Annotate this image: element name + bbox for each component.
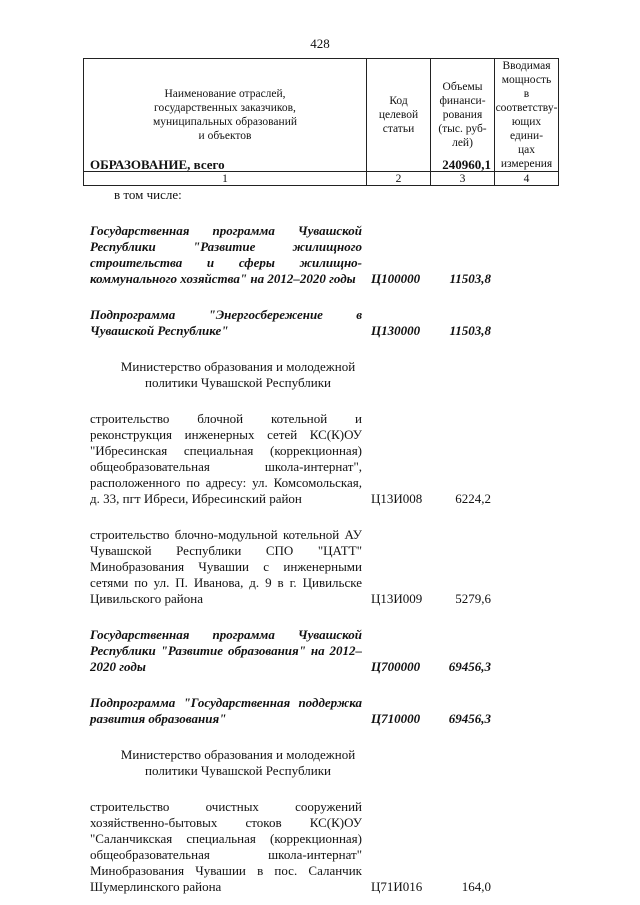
table-row — [90, 359, 500, 391]
header-col-code-line: целевой — [378, 109, 419, 121]
header-col-capacity-line: мощность — [501, 74, 552, 86]
row-amount: 11503,8 — [449, 271, 491, 286]
table-row — [90, 187, 500, 203]
row-name: Государственная программа Чувашской Республики "Развитие жилищного строительства и сферы жилищно-коммунального хозяйства" на 2012–2020 годы — [90, 223, 362, 286]
header-num-4: 4 — [495, 172, 559, 186]
row-code: Ц100000 — [371, 271, 421, 286]
row-code: Ц13И008 — [371, 491, 423, 506]
header-col-amount-line: финанси- — [439, 95, 486, 107]
table-row — [90, 157, 500, 173]
table-row — [90, 307, 500, 339]
table-row — [90, 695, 500, 727]
row-amount: 6224,2 — [455, 491, 491, 506]
header-col-capacity-line: цах измерения — [500, 144, 553, 170]
header-col-code-line: статьи — [382, 123, 415, 135]
header-num-3: 3 — [431, 172, 495, 186]
header-col-amount — [431, 59, 495, 172]
row-name: Министерство образования и молодежной политики Чувашской Республики — [120, 359, 356, 390]
row-amount: 240960,1 — [442, 157, 491, 172]
table-row — [90, 223, 500, 287]
header-col-amount-line: (тыс. руб- — [438, 123, 487, 135]
row-code: Ц710000 — [371, 711, 421, 726]
row-name: строительство блочно-модульной котельной АУ Чувашской Республики СПО "ЦАТТ" Минобразования Чувашии с инженерными сетями по ул. П. Иванова, д. 9 в г. Цивильске Цивильского района — [90, 527, 362, 606]
row-name: ОБРАЗОВАНИЕ, всего — [90, 157, 225, 172]
row-name: Подпрограмма "Государственная поддержка развития образования" — [90, 695, 362, 726]
table-body — [90, 157, 500, 895]
row-code: Ц13И009 — [371, 591, 423, 606]
table-row — [90, 747, 500, 779]
header-col-name-line: Наименование отраслей, — [164, 88, 286, 100]
header-col-capacity — [495, 59, 559, 172]
header-col-amount-line: лей) — [452, 137, 473, 149]
header-col-capacity-line: Вводимая — [502, 60, 551, 72]
row-code: Ц130000 — [371, 323, 421, 338]
row-code: Ц700000 — [371, 659, 421, 674]
table-row — [90, 627, 500, 675]
header-col-name-line: государственных заказчиков, — [154, 102, 296, 114]
row-name: Подпрограмма "Энергосбережение в Чувашской Республике" — [90, 307, 362, 338]
header-col-name-line: муниципальных образований — [152, 116, 298, 128]
header-col-amount-line: рования — [442, 109, 483, 121]
table-row — [90, 799, 500, 895]
row-code: Ц71И016 — [371, 879, 423, 894]
header-col-amount-line: Объемы — [442, 81, 483, 93]
row-amount: 11503,8 — [449, 323, 491, 338]
page-number: 428 — [310, 36, 330, 51]
table-row — [90, 527, 500, 607]
header-col-name — [84, 59, 367, 172]
row-name: Государственная программа Чувашской Республики "Развитие образования" на 2012–2020 годы — [90, 627, 362, 674]
header-col-code-line: Код — [389, 95, 408, 107]
header-col-name-line: и объектов — [198, 130, 252, 142]
row-amount: 69456,3 — [448, 659, 491, 674]
header-num-2: 2 — [367, 172, 431, 186]
header-col-capacity-line: в соответству- — [495, 88, 558, 114]
row-name: Министерство образования и молодежной политики Чувашской Республики — [120, 747, 356, 778]
table-row — [90, 411, 500, 507]
header-col-capacity-line: ющих едини- — [509, 116, 544, 142]
row-amount: 5279,6 — [455, 591, 491, 606]
header-num-1: 1 — [84, 172, 367, 186]
row-name: в том числе: — [114, 187, 182, 202]
row-amount: 69456,3 — [448, 711, 491, 726]
row-name: строительство блочной котельной и реконструкция инженерных сетей КС(К)ОУ "Ибресинская специальная (коррекционная) общеобразовательная школа-интернат", расположенного по адресу: ул. Комсомольская, д. 33, пгт Ибреси, Ибресинский район — [90, 411, 362, 506]
row-amount: 164,0 — [461, 879, 491, 894]
header-col-code — [367, 59, 431, 172]
row-name: строительство очистных сооружений хозяйственно-бытовых стоков КС(К)ОУ "Саланчикская специальная (коррекционная) общеобразовательная школа-интернат" Минобразования Чувашии в пос. Саланчик Шумерлинского района — [90, 799, 362, 894]
